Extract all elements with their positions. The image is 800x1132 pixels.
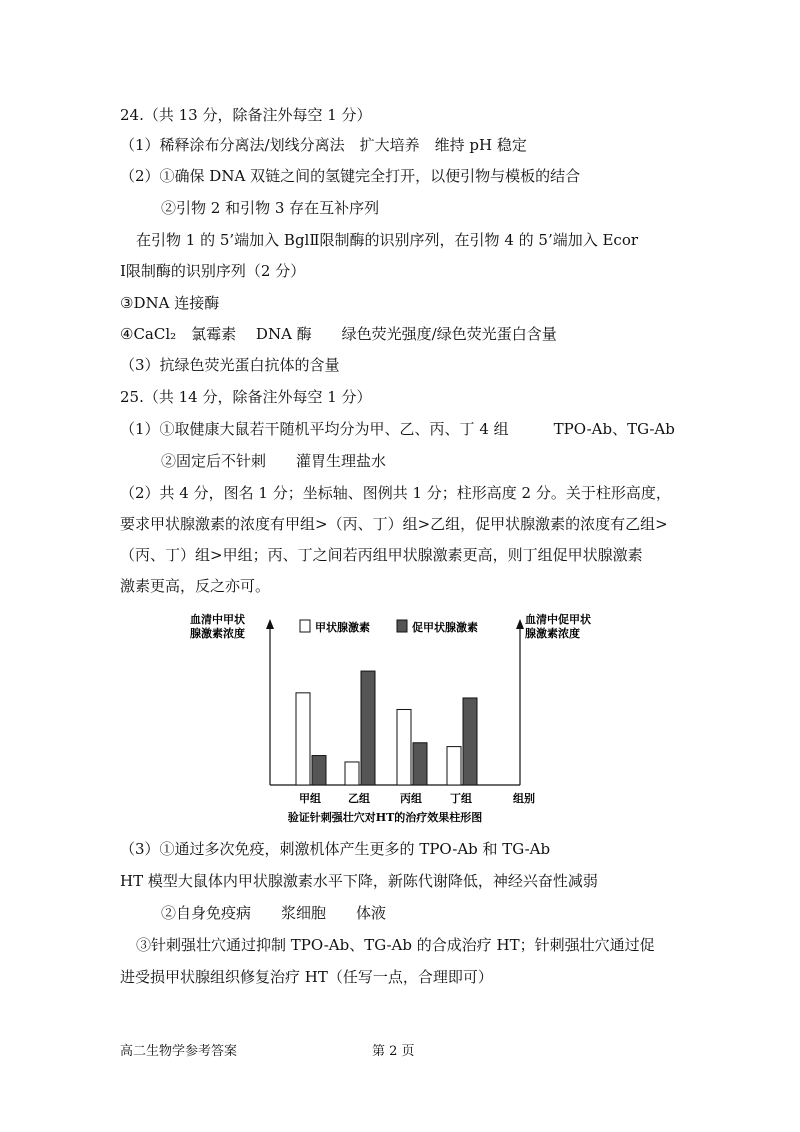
bar-thyroid-hormone-3 xyxy=(397,709,411,785)
bar-tsh-1 xyxy=(312,756,326,785)
q25-line-5: （丙、丁）组>甲组；丙、丁之间若丙组甲状腺激素更高，则丁组促甲状腺激素 xyxy=(120,546,643,564)
q24-line-5: Ⅰ限制酶的识别序列（2 分） xyxy=(120,262,306,280)
y-axis-right-arrow xyxy=(516,619,524,629)
legend-swatch-thyroid-hormone xyxy=(300,620,310,632)
q25-line-2: ②固定后不针刺 灌胃生理盐水 xyxy=(161,452,387,470)
bar-tsh-4 xyxy=(463,698,477,785)
q25-line-3: （2）共 4 分，图名 1 分；坐标轴、图例共 1 分；柱形高度 2 分。关于柱形高度， xyxy=(120,484,671,502)
chart-title: 验证针刺强壮穴对HT的治疗效果柱形图 xyxy=(287,811,483,824)
q25-line-10: ③针刺强壮穴通过抑制 TPO-Ab、TG-Ab 的合成治疗 HT；针刺强壮穴通过促 xyxy=(136,936,655,954)
q25-line-11: 进受损甲状腺组织修复治疗 HT（任写一点，合理即可） xyxy=(120,968,493,986)
legend-swatch-tsh xyxy=(397,620,407,632)
q24-line-3: ②引物 2 和引物 3 存在互补序列 xyxy=(161,199,380,217)
legend-label-thyroid-hormone: 甲状腺激素 xyxy=(315,621,370,634)
q25-line-6: 激素更高，反之亦可。 xyxy=(120,577,271,595)
q25-line-8: HT 模型大鼠体内甲状腺激素水平下降，新陈代谢降低，神经兴奋性减弱 xyxy=(120,872,598,890)
bar-thyroid-hormone-2 xyxy=(345,762,359,785)
y-axis-right-label-1: 血清中促甲状 xyxy=(525,613,591,626)
x-tick-label: 甲组 xyxy=(299,792,321,805)
q24-line-4: 在引物 1 的 5’端加入 BglⅡ限制酶的识别序列，在引物 4 的 5’端加入 Ecor xyxy=(136,231,639,249)
chart-bars xyxy=(296,671,477,785)
y-axis-right-label-2: 腺激素浓度 xyxy=(525,627,580,640)
footer-page-number: 第 2 页 xyxy=(372,1044,415,1059)
y-axis-left-label-2: 腺激素浓度 xyxy=(190,627,245,640)
x-axis-label: 组别 xyxy=(513,792,535,805)
chart-x-labels xyxy=(299,791,472,805)
q24-line-6: ③DNA 连接酶 xyxy=(120,294,220,312)
q24-line-1: （1）稀释涂布分离法/划线分离法 扩大培养 维持 pH 稳定 xyxy=(120,136,527,154)
q24-title: 24.（共 13 分，除备注外每空 1 分） xyxy=(120,106,372,124)
x-tick-label: 丙组 xyxy=(400,792,422,805)
bar-tsh-3 xyxy=(413,743,427,785)
q25-line-4: 要求甲状腺激素的浓度有甲组>（丙、丁）组>乙组，促甲状腺激素的浓度有乙组> xyxy=(120,515,668,533)
x-tick-label: 丁组 xyxy=(450,792,472,805)
bar-thyroid-hormone-1 xyxy=(296,693,310,785)
q24-line-8: （3）抗绿色荧光蛋白抗体的含量 xyxy=(120,356,340,374)
legend-label-tsh: 促甲状腺激素 xyxy=(412,621,478,634)
bar-chart xyxy=(175,605,595,830)
bar-tsh-2 xyxy=(361,671,375,785)
q25-line-9: ②自身免疫病 浆细胞 体液 xyxy=(161,904,387,922)
q25-line-1: （1）①取健康大鼠若干随机平均分为甲、乙、丙、丁 4 组 TPO-Ab、TG-Ab xyxy=(120,420,675,438)
q24-line-2: （2）①确保 DNA 双链之间的氢键完全打开，以便引物与模板的结合 xyxy=(120,167,581,185)
bar-thyroid-hormone-4 xyxy=(447,747,461,785)
footer-subject: 高二生物学参考答案 xyxy=(120,1044,238,1059)
q25-title: 25.（共 14 分，除备注外每空 1 分） xyxy=(120,388,372,406)
q25-line-7: （3）①通过多次免疫，刺激机体产生更多的 TPO-Ab 和 TG-Ab xyxy=(120,840,551,858)
x-tick-label: 乙组 xyxy=(348,792,370,805)
y-axis-left-arrow xyxy=(266,619,274,629)
y-axis-left-label-1: 血清中甲状 xyxy=(190,613,245,626)
q24-line-7: ④CaCl₂ 氯霉素 DNA 酶 绿色荧光强度/绿色荧光蛋白含量 xyxy=(120,325,557,343)
